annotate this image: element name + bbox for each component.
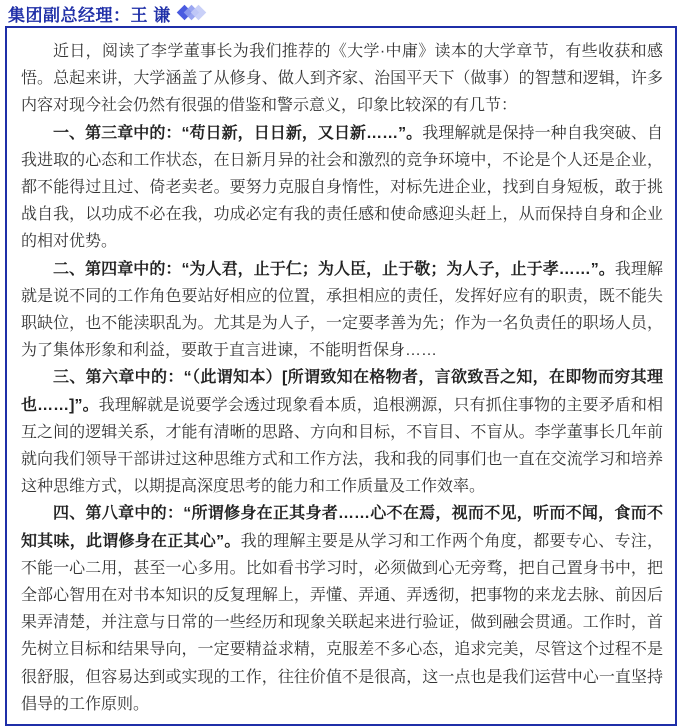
- diamonds-icon: [177, 4, 211, 22]
- page-title: [8, 2, 211, 24]
- section-heading: 二、第四章中的：“为人君，止于仁；为人臣，止于敬；为人子，止于孝……”。: [53, 260, 615, 278]
- section-heading: 三、第六章中的：“（此谓知本）[所谓致知在格物者，言欲致吾之知，在即物而穷其理也……]”。: [21, 369, 663, 414]
- section-paragraph: [21, 364, 663, 500]
- section-paragraph: [21, 256, 663, 365]
- section-heading: 一、第三章中的：“苟日新，日日新，又日新……”。: [53, 124, 423, 142]
- section-body: 我理解就是保持一种自我突破、自我进取的心态和工作状态，在日新月异的社会和激烈的竞争环境中，不论是个人还是企业，都不能得过且过、倚老卖老。要努力克服自身惰性，对标先进企业，找到自身短板，敢于挑战自我，以功成不必在我，功成必定有我的责任感和使命感迎头赶上，从而保持自身和企业的相对优势。: [21, 124, 663, 251]
- intro-paragraph: 近日，阅读了李学董事长为我们推荐的《大学·中庸》读本的大学章节，有些收获和感悟。总起来讲，大学涵盖了从修身、做人到齐家、治国平天下（做事）的智慧和逻辑，许多内容对现今社会仍然有很强的借鉴和警示意义，印象比较深的有几节：: [21, 43, 663, 115]
- section-heading: 四、第八章中的：“所谓修身在正其身者……心不在焉，视而不见，听而不闻，食而不知其味，此谓修身在正其心”。: [21, 505, 663, 550]
- article-box: [5, 26, 677, 726]
- section-body: 我的理解主要是从学习和工作两个角度，都要专心、专注，不能一心二用，甚至一心多用。比如看书学习时，必须做到心无旁骛，把自己置身书中，把全部心智用在对书本知识的反复理解上，弄懂、弄通、弄透彻，把事物的来龙去脉、前因后果弄清楚，并注意与日常的一些经历和现象关联起来进行验证，做到融会贯通。工作时，首先树立目标和结果导向，一定要精益求精，克服差不多心态，追求完美，尽管这个过程不是很舒服，但容易达到或实现的工作，往往价值不是很高，这一点也是我们运营中心一直坚持倡导的工作原则。: [21, 532, 663, 713]
- article-content: [21, 38, 663, 718]
- section-body: 我理解就是说要学会透过现象看本质，追根溯源，只有抓住事物的主要矛盾和相互之间的逻辑关系，才能有清晰的思路、方向和目标，不盲目、不盲从。李学董事长几年前就向我们领导干部讲过这种思维方式和工作方法，我和我的同事们也一直在交流学习和培养这种思维方式，以期提高深度思考的能力和工作质量及工作效率。: [21, 396, 663, 496]
- section-paragraph: [21, 120, 663, 256]
- section-paragraph: [21, 500, 663, 718]
- section-body: 我理解就是说不同的工作角色要站好相应的位置，承担相应的责任，发挥好应有的职责，既不能失职缺位，也不能渎职乱为。尤其是为人子，一定要孝善为先；作为一名负责任的职场人员，为了集体形象和利益，要敢于直言进谏，不能明哲保身……: [21, 260, 663, 360]
- author-title: 集团副总经理：王 谦: [8, 5, 171, 25]
